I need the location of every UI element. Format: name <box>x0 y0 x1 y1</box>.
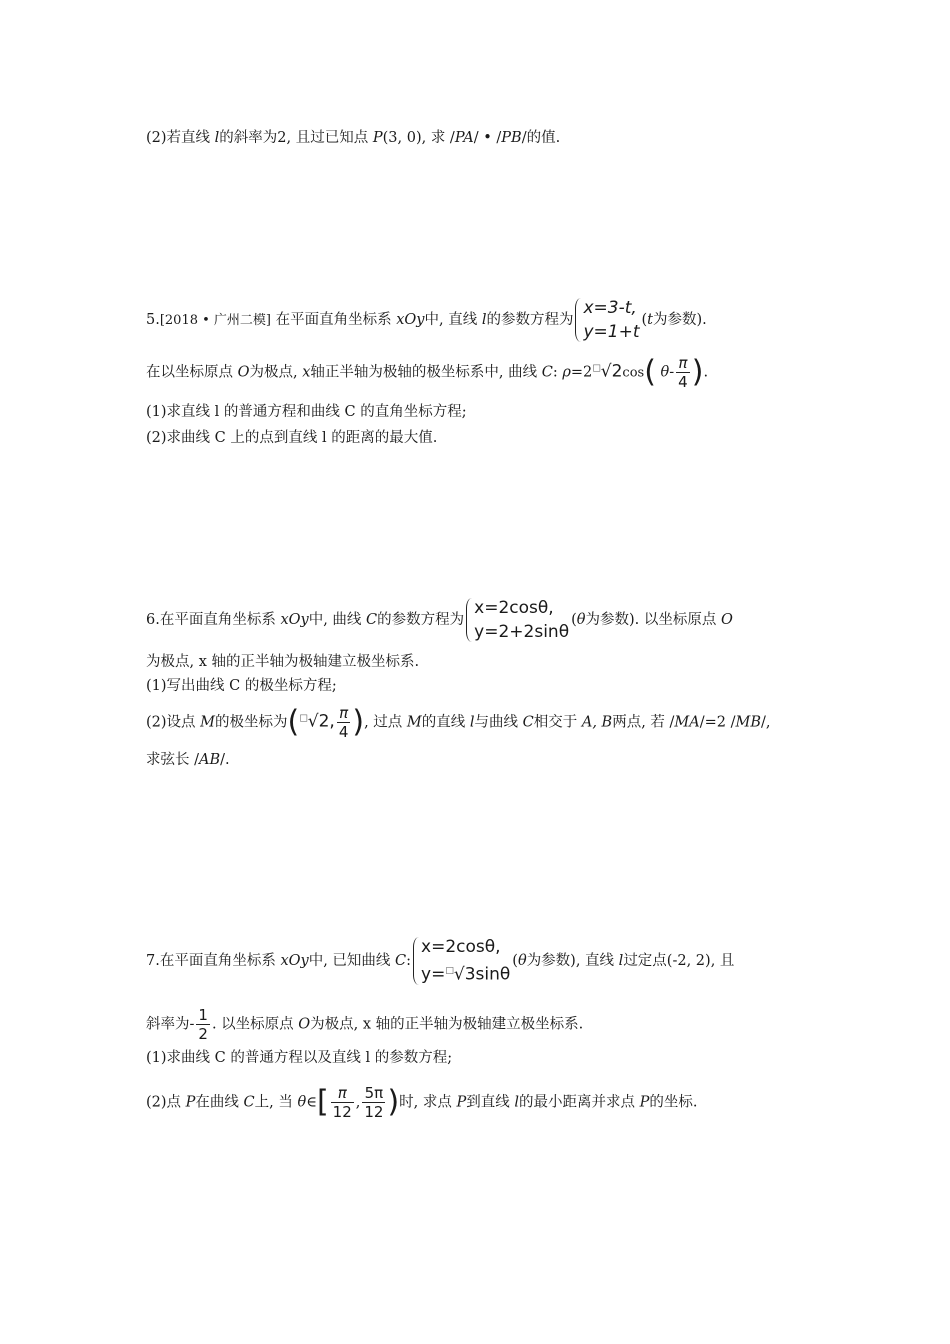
q5-pi-over-4: $\frac{\pi}{4}$ <box>678 354 688 391</box>
q7-part1: (1)求曲线 C 的普通方程以及直线 l 的参数方程; <box>146 1050 453 1066</box>
q7-5pi-over-12: $\frac{5\pi}{12}$ <box>364 1084 384 1121</box>
q5-stem-line2: 在以坐标原点 O为极点, x轴正半轴为极轴的极坐标系中, 曲线 C: ρ=2□√2cos( θ- $\frac{\pi}{4}$ ). <box>146 354 709 391</box>
q5-stem-line1: 5.[2018 • 广州二模] 在平面直角坐标系 xOy中, 直线 l的参数方程为 x=3-t, y=1+t (t为参数). <box>146 298 707 342</box>
q7-stem-line2: 斜率为- $\frac{1}{2}$ . 以坐标原点 O为极点, x 轴的正半轴为极轴建立极坐标系. <box>146 1006 584 1043</box>
q6-stem-line2: 为极点, x 轴的正半轴为极轴建立极坐标系. <box>146 654 420 670</box>
q6-part2: (2)设点 M的极坐标为(□√2, $\frac{\pi}{4}$ ), 过点 M的直线 l与曲线 C相交于 A, B两点, 若 /MA/=2 /MB/, <box>146 704 771 741</box>
q6-part1: (1)写出曲线 C 的极坐标方程; <box>146 678 337 694</box>
q6-stem-line1: 6.在平面直角坐标系 xOy中, 曲线 C的参数方程为 x=2cosθ, y=2+2sinθ (θ为参数). 以坐标原点 O <box>146 598 733 642</box>
q5-part1: (1)求直线 l 的普通方程和曲线 C 的直角坐标方程; <box>146 404 467 420</box>
q7-stem-line1: 7.在平面直角坐标系 xOy中, 已知曲线 C: x=2cosθ, y=□√3sinθ (θ为参数), 直线 l过定点(-2, 2), 且 <box>146 937 735 985</box>
q5-parametric-system: x=3-t, y=1+t <box>575 296 639 344</box>
q6-part2-line2: 求弦长 /AB/. <box>146 752 230 768</box>
q6-parametric-system: x=2cosθ, y=2+2sinθ <box>466 596 569 644</box>
q4-part2: (2)若直线 l的斜率为2, 且过已知点 P(3, 0), 求 /PA/ • /PB/的值. <box>146 130 561 146</box>
q5-source: [2018 • 广州二模] <box>159 313 272 328</box>
q7-part2: (2)点 P在曲线 C上, 当 θ∈[ $\frac{\pi}{12}$ , $\frac{5\pi}{12}$ )时, 求点 P到直线 l的最小距离并求点 P的坐标. <box>146 1084 698 1121</box>
q6-pi-over-4: $\frac{\pi}{4}$ <box>338 704 349 741</box>
q5-part2: (2)求曲线 C 上的点到直线 l 的距离的最大值. <box>146 430 438 446</box>
q7-parametric-system: x=2cosθ, y=□√3sinθ <box>413 935 510 987</box>
q7-one-half: $\frac{1}{2}$ <box>198 1006 208 1043</box>
q7-pi-over-12: $\frac{\pi}{12}$ <box>332 1084 352 1121</box>
